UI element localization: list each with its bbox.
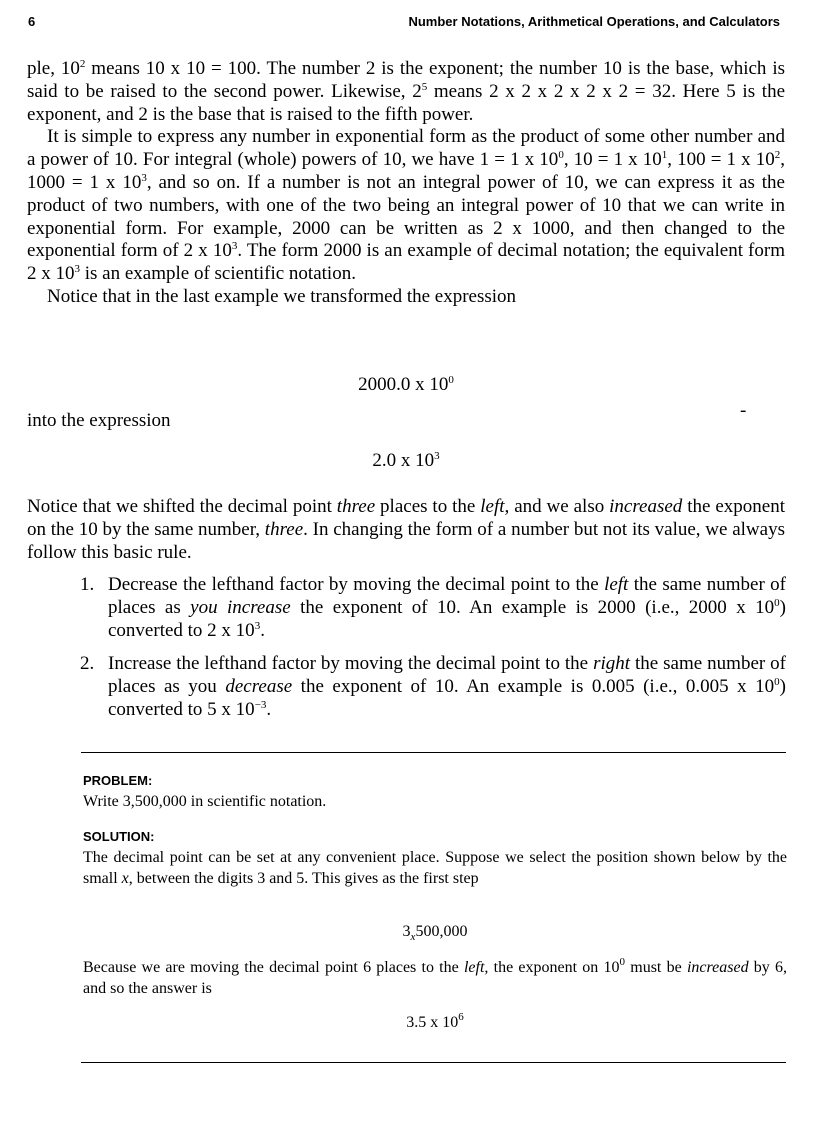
text: , 10 = 1 x 10 — [563, 149, 662, 171]
text: It is simple to express any number in exponential form as the product of some other number and a power of 10. For integral (whole) powers of 10, we have 1 = 1 x 10 — [27, 126, 785, 171]
emphasis: you increase — [190, 596, 291, 618]
rule-number: 2. — [80, 653, 95, 675]
superscript: 5 — [421, 80, 428, 93]
rule-item-2 — [80, 653, 786, 721]
text: by 6, and so the answer is — [83, 959, 788, 997]
text: . — [260, 619, 265, 641]
equation-base: 2.0 x 10 — [372, 450, 435, 471]
emphasis: decrease — [225, 676, 293, 698]
text: the exponent of 10. An example is 0.005 (i.e., 0.005 x 10 — [292, 676, 775, 698]
superscript: 2 — [774, 149, 781, 162]
rule-item-1 — [80, 574, 786, 642]
stray-mark: - — [740, 400, 747, 421]
text: the exponent on 10 — [488, 959, 620, 976]
text: The decimal point can be set at any convenient place. Suppose we select the position shown below by the small — [83, 849, 787, 887]
equation-base: 2000.0 x 10 — [358, 374, 449, 395]
solution-explanation — [83, 958, 787, 999]
text: the exponent of 10. An example is 2000 (i.e., 2000 x 10 — [290, 596, 775, 618]
text: means 2 x 2 x 2 x 2 x 2 = 32. Here 5 is the exponent, and 2 is the base that is raised to the fifth power. — [27, 80, 785, 125]
emphasis: three — [336, 496, 376, 517]
superscript: 1 — [661, 149, 668, 162]
equation-converted — [27, 450, 785, 472]
text: is an example of scientific notation. — [80, 263, 356, 285]
solution-step-equation — [83, 923, 787, 943]
superscript: −3 — [254, 698, 267, 711]
text: Increase the lefthand factor by moving the decimal point to the — [108, 653, 594, 675]
text: must be — [625, 959, 687, 976]
answer-base: 3.5 x 10 — [406, 1014, 459, 1031]
text: , and so on. If a number is not an integral power of 10, we can express it as the product of two numbers, with one of the two being an integral power of 10 that we can write in exponential form. For example, 2000 can be written as 2 x 1000, and then changed to the exponential form of 2 x 10 — [27, 171, 785, 262]
equation-exponent: 0 — [448, 374, 454, 386]
into-expression-text: into the expression — [27, 410, 171, 431]
text: . — [266, 698, 272, 720]
emphasis: left, — [480, 496, 510, 517]
text: means 10 x 10 = 100. The number 2 is the exponent; the number 10 is the base, which is said to be raised to the second power. Likewise, 2 — [27, 58, 785, 102]
solution-answer — [83, 1011, 787, 1032]
emphasis: three — [264, 518, 304, 540]
text: and we also — [509, 496, 610, 517]
text: Because we are moving the decimal point 6 places to the — [83, 959, 464, 976]
superscript: 3 — [231, 240, 238, 253]
superscript: 3 — [141, 171, 147, 184]
problem-label: PROBLEM: — [83, 773, 153, 788]
answer-exponent: 6 — [458, 1011, 464, 1023]
page-number: 6 — [28, 14, 36, 29]
text: the same number of places as — [108, 574, 786, 618]
text: Notice that we shifted the decimal point — [27, 496, 337, 517]
text: places to the — [375, 496, 481, 517]
paragraph-exponent-intro — [27, 58, 785, 126]
superscript: 3 — [74, 263, 80, 276]
solution-label: SOLUTION: — [83, 829, 155, 844]
decimal-marker: x — [410, 931, 416, 943]
rule-list — [80, 574, 786, 733]
paragraph-transform-note: Notice that in the last example we transformed the expression — [47, 285, 517, 307]
superscript: 0 — [558, 149, 564, 162]
running-title: Number Notations, Arithmetical Operations, and Calculators — [408, 14, 780, 29]
superscript: 0 — [619, 956, 626, 968]
emphasis: x — [121, 869, 129, 887]
superscript: 0 — [774, 676, 780, 689]
text: . The form 2000 is an example of decimal notation; the equivalent form 2 x 10 — [27, 240, 785, 285]
text: , between the digits 3 and 5. This gives as the first step — [128, 869, 479, 887]
emphasis: increased — [686, 959, 749, 976]
text: , 1000 = 1 x 10 — [27, 149, 785, 193]
text: 3 — [402, 923, 411, 940]
text: 500,000 — [415, 923, 468, 940]
main-text — [27, 58, 785, 309]
emphasis: left, — [463, 959, 489, 976]
emphasis: increased — [609, 496, 683, 517]
paragraph-shift-rule — [27, 496, 785, 564]
text: Decrease the lefthand factor by moving the decimal point to the — [108, 574, 605, 595]
superscript: 2 — [79, 58, 86, 70]
text: ) converted to 2 x 10 — [108, 596, 786, 641]
equation-original — [27, 374, 785, 396]
rule-number: 1. — [80, 574, 95, 595]
divider-top — [81, 752, 786, 753]
text: the exponent on the 10 by the same number, — [27, 496, 785, 540]
equation-exponent: 3 — [434, 450, 440, 462]
text: ple, 10 — [27, 58, 80, 79]
divider-bottom — [81, 1062, 786, 1063]
text: ) converted to 5 x 10 — [108, 676, 786, 720]
text: . In changing the form of a number but not its value, we always follow this basic rule. — [27, 518, 785, 563]
emphasis: right — [593, 653, 631, 675]
emphasis: left — [604, 574, 629, 595]
superscript: 3 — [254, 619, 261, 632]
solution-text — [83, 848, 787, 889]
problem-text: Write 3,500,000 in scientific notation. — [83, 793, 327, 810]
page-header — [28, 14, 780, 34]
text: , 100 = 1 x 10 — [667, 149, 775, 171]
superscript: 0 — [774, 596, 780, 609]
text: the same number of places as you — [108, 653, 786, 698]
paragraph-exponential-form — [27, 126, 785, 286]
